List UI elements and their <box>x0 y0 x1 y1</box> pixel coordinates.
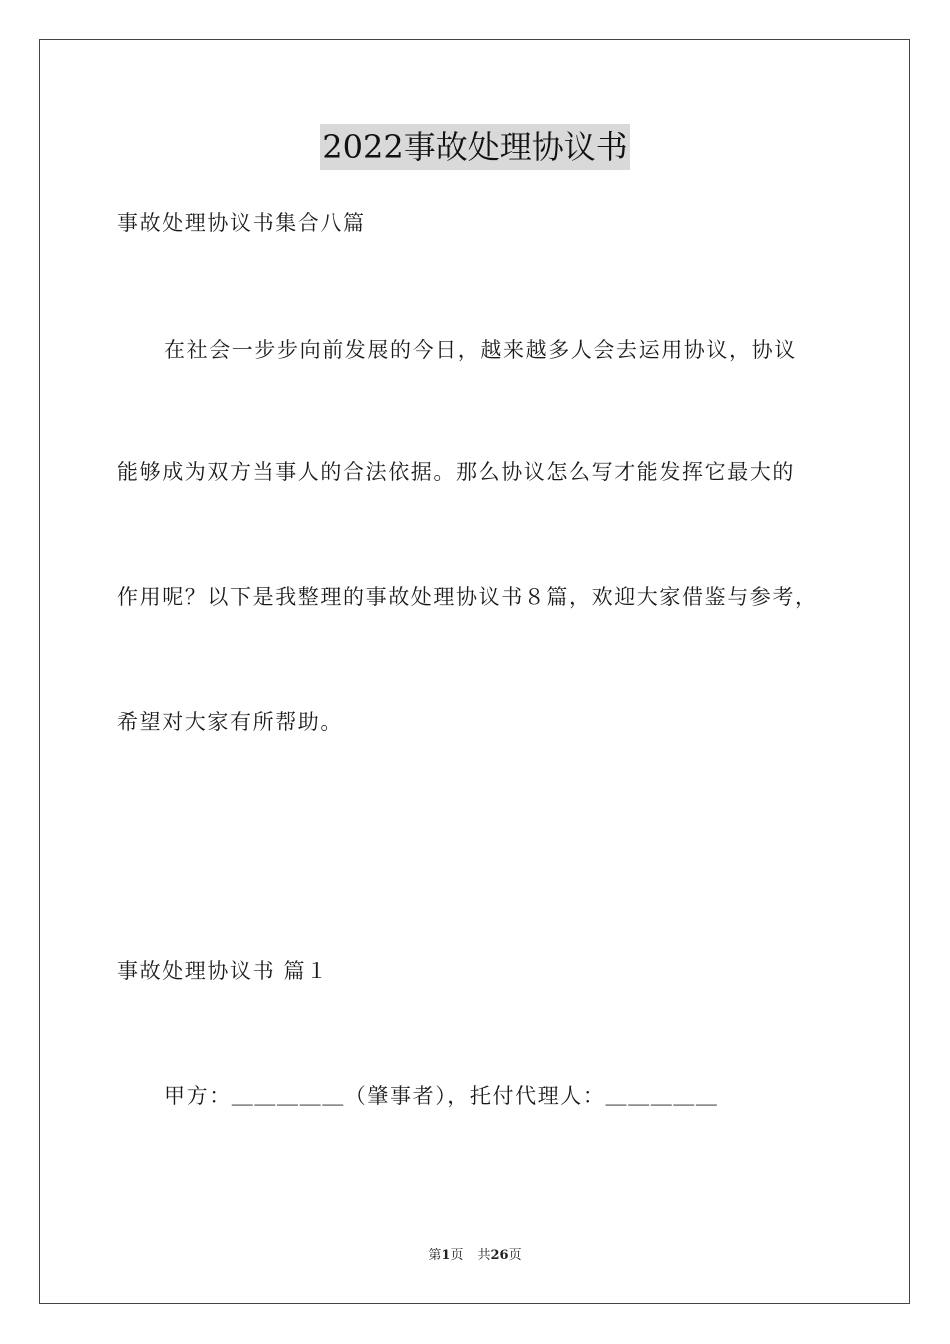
footer-page-suffix: 页 <box>450 1248 464 1263</box>
document-title: 2022事故处理协议书 <box>320 124 629 170</box>
footer-total-suffix: 页 <box>508 1248 522 1263</box>
document-subtitle: 事故处理协议书集合八篇 <box>117 211 366 235</box>
footer-page-number: 1 <box>441 1248 451 1263</box>
page-footer <box>0 1247 950 1265</box>
intro-line-3: 作用呢？以下是我整理的事故处理协议书８篇，欢迎大家借鉴与参考， <box>117 585 818 609</box>
party-line: 甲方：＿＿＿＿＿（肇事者），托付代理人：＿＿＿＿＿ <box>164 1084 719 1108</box>
intro-line-4: 希望对大家有所帮助。 <box>117 710 343 734</box>
intro-line-2: 能够成为双方当事人的合法依据。那么协议怎么写才能发挥它最大的 <box>117 460 795 484</box>
footer-page-prefix: 第 <box>428 1248 442 1263</box>
title-container <box>0 124 950 170</box>
section-heading: 事故处理协议书 篇１ <box>117 959 329 983</box>
intro-line-1: 在社会一步步向前发展的今日，越来越多人会去运用协议，协议 <box>164 338 797 362</box>
footer-total-pages: 26 <box>490 1248 509 1263</box>
footer-total-prefix: 共 <box>477 1248 491 1263</box>
